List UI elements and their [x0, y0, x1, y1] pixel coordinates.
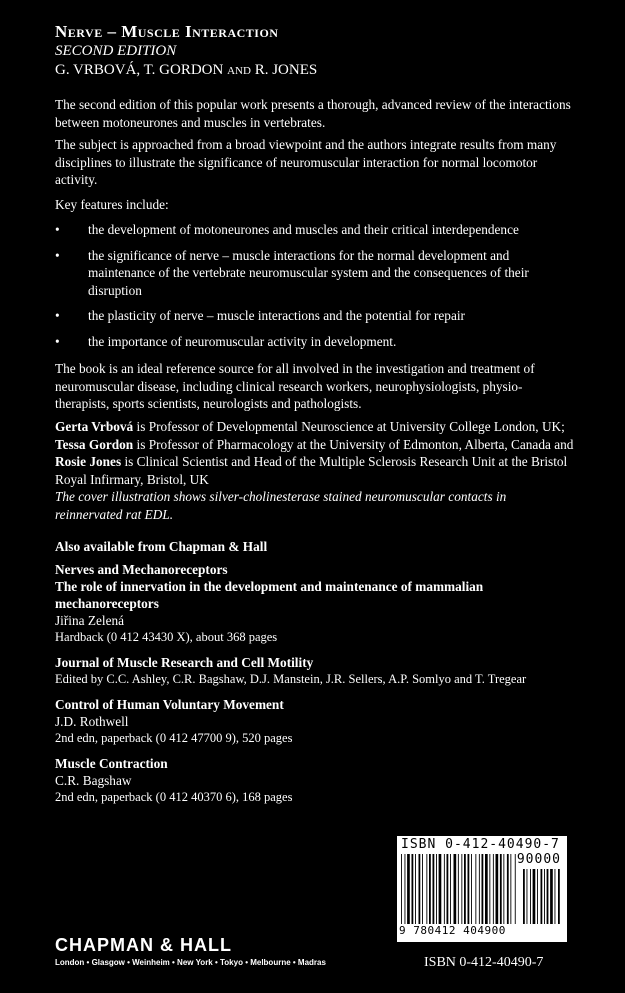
isbn-number: ISBN 0-412-40490-7	[424, 955, 544, 970]
bullet-icon: •	[55, 333, 60, 349]
authors-and: and	[227, 62, 251, 78]
also-available-heading: Also available from Chapman & Hall	[55, 539, 268, 554]
authors-part-b: R. JONES	[254, 62, 318, 78]
bullet-icon: •	[55, 222, 60, 237]
catalog-author: C.R. Bagshaw	[55, 773, 132, 788]
catalog-author: Edited by C.C. Ashley, C.R. Bagshaw, D.J. Manstein, J.R. Sellers, A.P. Somlyo and T. Tregear	[55, 672, 527, 686]
catalog-details: 2nd edn, paperback (0 412 40370 6), 168 pages	[55, 790, 293, 804]
feature-text: the significance of nerve – muscle interactions for the normal development and maintenance of the vertebrate neuromuscular system and the consequences of their disruption	[88, 247, 529, 298]
bullet-icon: •	[55, 247, 60, 263]
bullet-icon: •	[55, 308, 60, 323]
barcode-addon-bars-icon	[523, 869, 563, 924]
list-item	[55, 561, 575, 646]
barcode-addon-number: 90000	[516, 852, 561, 867]
list-item	[55, 307, 575, 325]
bio-name-2: Tessa Gordon	[55, 436, 134, 452]
bio-name-1: Gerta Vrbová	[55, 419, 134, 434]
author-bios	[55, 418, 575, 488]
list-item	[55, 696, 575, 747]
feature-text: the importance of neuromuscular activity in development.	[88, 333, 397, 349]
list-item	[55, 221, 575, 239]
catalog-author: Jiřina Zelená	[55, 613, 125, 628]
list-item	[55, 755, 575, 806]
bio-text-1: is Professor of Developmental Neuroscience at University College London, UK;	[133, 419, 565, 434]
cover-note: The cover illustration shows silver-cholinesterase stained neuromuscular contacts in reinnervated rat EDL.	[55, 489, 507, 522]
features-label: Key features include:	[55, 197, 169, 212]
book-title: Nerve – Muscle Interaction	[55, 22, 279, 41]
publisher-cities: London • Glasgow • Weinheim • New York • Tokyo • Melbourne • Madras	[55, 958, 326, 967]
intro-paragraph-2: The subject is approached from a broad viewpoint and the authors integrate results from many disciplines to illustrate the significance of neuromuscular interaction for normal locomotor activity.	[55, 137, 557, 187]
audience-paragraph: The book is an ideal reference source for all involved in the investigation and treatment of neuromuscular disease, including clinical research workers, neurophysiologists, physio-therapists, sports scientists, neurologists and pathologists.	[55, 361, 535, 411]
catalog-list	[55, 561, 575, 814]
catalog-title: Muscle Contraction	[55, 756, 168, 771]
authors-part-a: G. VRBOVÁ, T. GORDON	[55, 62, 224, 78]
bio-text-3: is Clinical Scientist and Head of the Multiple Sclerosis Research Unit at the Bristol Royal Infirmary, Bristol, UK	[55, 454, 568, 487]
catalog-title: Control of Human Voluntary Movement	[55, 697, 284, 712]
bio-name-3: Rosie Jones	[55, 454, 122, 469]
publisher-logo: CHAPMAN & HALL	[55, 935, 232, 955]
catalog-subtitle: The role of innervation in the development and maintenance of mammalian mechanoreceptors	[55, 579, 484, 611]
catalog-details: Hardback (0 412 43430 X), about 368 pages	[55, 630, 278, 644]
feature-text: the plasticity of nerve – muscle interactions and the potential for repair	[88, 308, 465, 323]
barcode-ean-number: 9 780412 404900	[399, 924, 506, 937]
authors-line	[55, 62, 317, 79]
intro-paragraph-1: The second edition of this popular work presents a thorough, advanced review of the interactions between motoneurones and muscles in vertebrates.	[55, 97, 571, 130]
list-item	[55, 247, 575, 300]
features-list	[55, 221, 575, 358]
catalog-author: J.D. Rothwell	[55, 714, 129, 729]
barcode-isbn-text: ISBN 0-412-40490-7	[401, 837, 560, 852]
list-item	[55, 654, 575, 688]
barcode-bars-icon	[401, 854, 519, 924]
edition-label: SECOND EDITION	[55, 43, 177, 59]
isbn-barcode	[397, 836, 567, 942]
catalog-details: 2nd edn, paperback (0 412 47700 9), 520 pages	[55, 731, 293, 745]
catalog-title: Nerves and Mechanoreceptors	[55, 562, 228, 577]
list-item	[55, 333, 575, 351]
catalog-title: Journal of Muscle Research and Cell Motility	[55, 655, 314, 670]
bio-text-2: is Professor of Pharmacology at the University of Edmonton, Alberta, Canada and	[133, 436, 574, 452]
feature-text: the development of motoneurones and muscles and their critical interdependence	[88, 222, 519, 237]
